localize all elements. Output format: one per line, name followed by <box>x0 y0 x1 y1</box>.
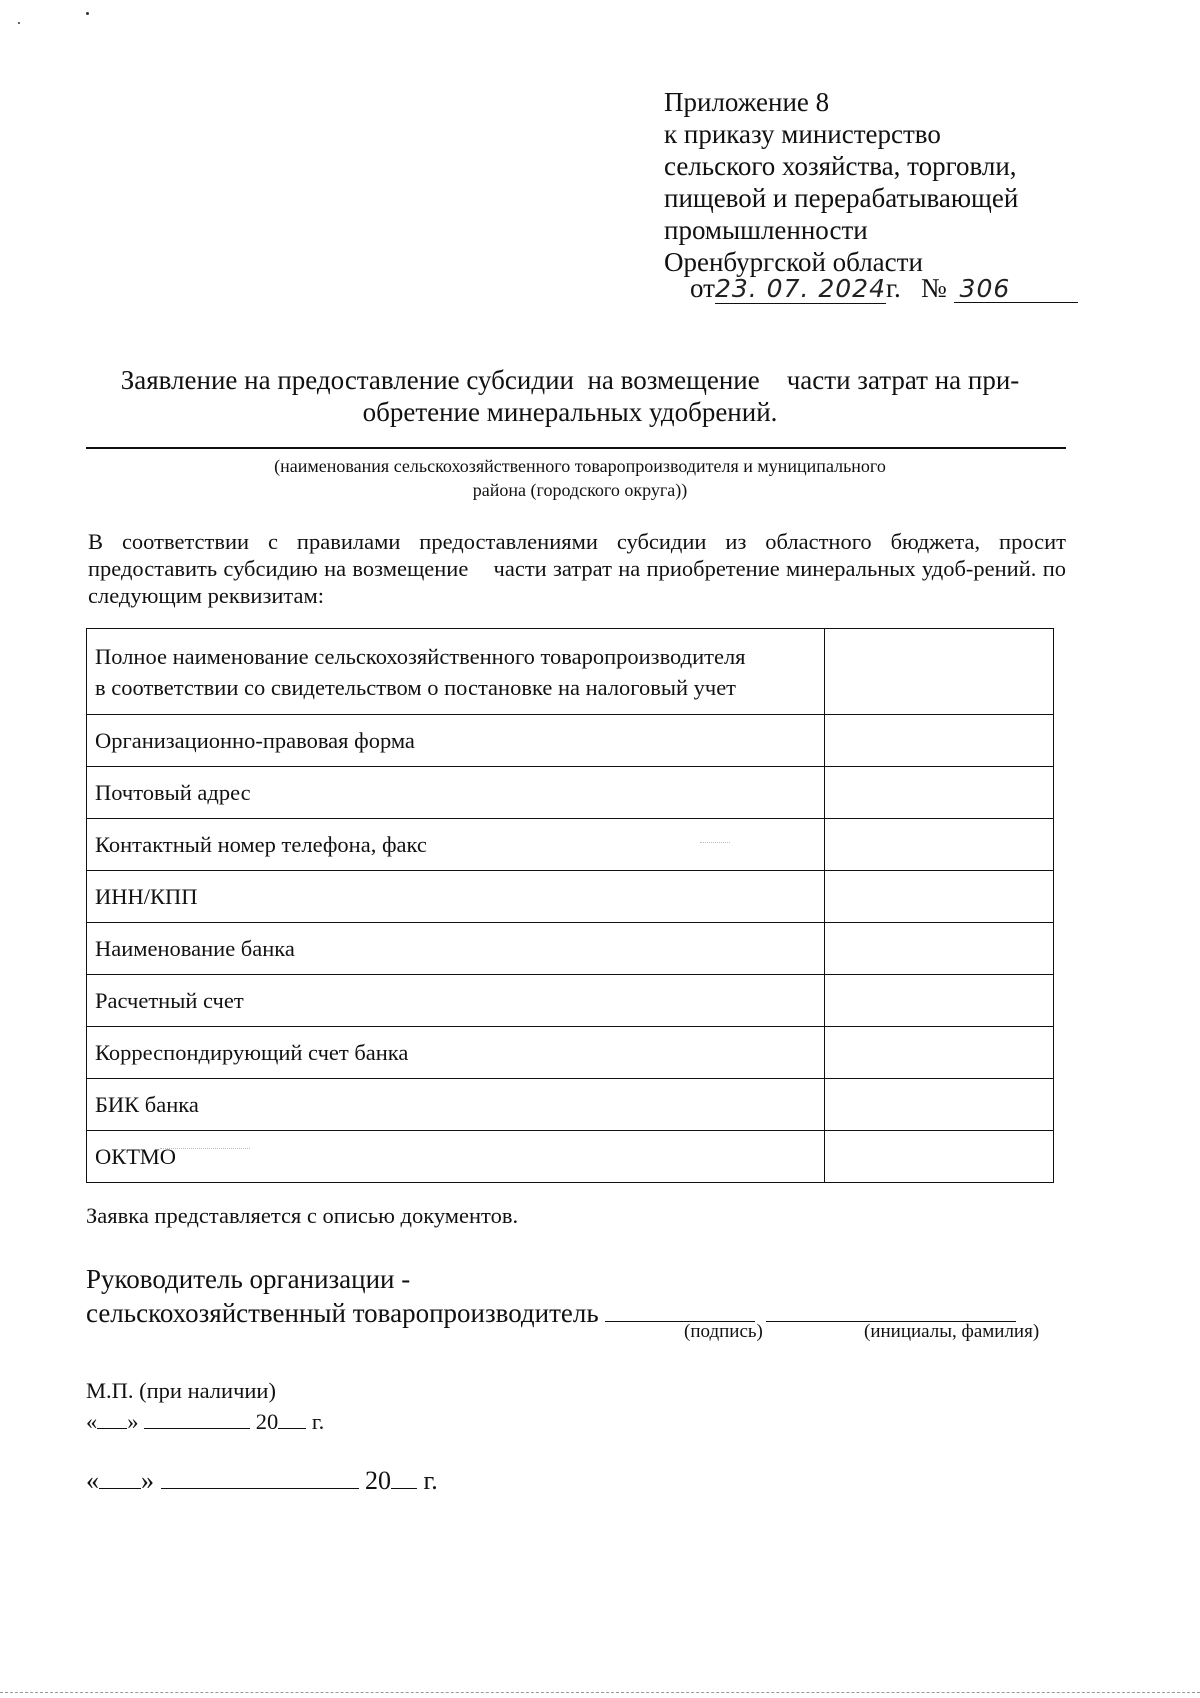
name-blank[interactable] <box>766 1299 1016 1322</box>
row-value-cell[interactable] <box>825 715 1054 767</box>
row-value-cell[interactable] <box>825 1079 1054 1131</box>
row-value-cell[interactable] <box>825 767 1054 819</box>
scan-speck <box>18 22 20 24</box>
row-label: Наименование банка <box>87 923 825 975</box>
order-number-field <box>954 275 1078 303</box>
table-row <box>87 975 1054 1027</box>
table-row <box>87 1027 1054 1079</box>
table-row <box>87 629 1054 715</box>
row-label: Контактный номер телефона, факс <box>87 819 825 871</box>
signature-title-line-2 <box>86 1296 986 1330</box>
year-blank[interactable] <box>391 1466 417 1489</box>
row-label: Расчетный счет <box>87 975 825 1027</box>
row-value-cell[interactable] <box>825 819 1054 871</box>
appendix-header <box>664 86 1084 278</box>
title-line: Заявление на предоставление субсидии на возмещение части затрат на при- <box>120 365 1020 395</box>
table-row <box>87 923 1054 975</box>
quote-close: » <box>127 1409 139 1434</box>
year-suffix: г. <box>886 273 901 303</box>
date-prefix: от <box>690 273 715 303</box>
requisites-table <box>86 628 1054 1183</box>
row-label: Почтовый адрес <box>87 767 825 819</box>
order-date-number <box>690 272 1050 305</box>
name-caption: (инициалы, фамилия) <box>864 1321 1040 1342</box>
row-label: БИК банка <box>87 1079 825 1131</box>
applicant-caption <box>200 454 960 502</box>
handwritten-number: 306 <box>959 274 1011 303</box>
appendix-line: промышленности <box>664 215 868 245</box>
scan-artifact <box>700 842 730 843</box>
intro-paragraph: В соответствии с правилами предоставлениями субсидии из областного бюджета, просит предоставить субсидию на возмещение части затрат на приобретение минеральных удоб-рений. по следующим реквизитам: <box>88 529 1072 608</box>
title-line: обретение минеральных удобрений. <box>362 397 778 427</box>
signature-title-line: Руководитель организации - <box>86 1264 411 1294</box>
table-row <box>87 1079 1054 1131</box>
day-blank[interactable] <box>99 1466 141 1489</box>
application-date <box>86 1464 438 1498</box>
scan-bottom-edge <box>0 1692 1200 1693</box>
day-blank[interactable] <box>97 1406 127 1429</box>
row-value-cell[interactable] <box>825 1131 1054 1183</box>
month-blank[interactable] <box>161 1466 359 1489</box>
row-label: Корреспондирующий счет банка <box>87 1027 825 1079</box>
number-sign: № <box>921 273 947 303</box>
quote-open: « <box>86 1466 99 1495</box>
year-suffix: г. <box>311 1409 325 1434</box>
row-label <box>87 629 825 715</box>
row-label-line: в соответствии со свидетельством о постановке на налоговый учет <box>95 674 737 700</box>
stamp-label: М.П. (при наличии) <box>86 1378 276 1403</box>
scan-speck <box>86 12 89 15</box>
row-label: Организационно-правовая форма <box>87 715 825 767</box>
table-row <box>87 1131 1054 1183</box>
quote-open: « <box>86 1409 98 1434</box>
row-value-cell[interactable] <box>825 923 1054 975</box>
quote-close: » <box>141 1466 154 1495</box>
year-suffix: г. <box>423 1466 438 1495</box>
year-prefix: 20 <box>255 1409 279 1434</box>
signature-block <box>86 1262 986 1330</box>
appendix-line: Приложение 8 <box>664 87 830 117</box>
year-prefix: 20 <box>365 1466 391 1495</box>
year-blank[interactable] <box>278 1406 306 1429</box>
signature-blank[interactable] <box>605 1299 755 1322</box>
signature-caption: (подпись) <box>684 1321 763 1342</box>
signature-role: сельскохозяйственный товаропроизводитель <box>86 1298 599 1328</box>
table-row <box>87 871 1054 923</box>
row-value-cell[interactable] <box>825 871 1054 923</box>
month-blank[interactable] <box>144 1406 250 1429</box>
row-value-cell[interactable] <box>825 1027 1054 1079</box>
caption-line: района (городского округа)) <box>472 480 688 500</box>
handwritten-date: 23. 07. 2024 <box>714 274 886 303</box>
table-row <box>87 819 1054 871</box>
documents-note: Заявка представляется с описью документов. <box>86 1203 519 1228</box>
document-title <box>90 364 1050 428</box>
caption-line: (наименования сельскохозяйственного товаропроизводителя и муниципального <box>274 456 886 476</box>
appendix-line: сельского хозяйства, торговли, <box>664 151 1017 181</box>
row-value-cell[interactable] <box>825 629 1054 715</box>
appendix-line: к приказу министерство <box>664 119 941 149</box>
table-row <box>87 767 1054 819</box>
appendix-line: пищевой и перерабатывающей <box>664 183 1019 213</box>
scan-artifact <box>160 1148 250 1149</box>
applicant-name-line <box>86 447 1066 449</box>
stamp-date <box>86 1406 324 1437</box>
row-value-cell[interactable] <box>825 975 1054 1027</box>
table-row <box>87 715 1054 767</box>
row-label: ОКТМО <box>87 1131 825 1183</box>
row-label: ИНН/КПП <box>87 871 825 923</box>
row-label-line: Полное наименование сельскохозяйственного товаропроизводителя <box>95 643 746 669</box>
appendix-line: Оренбургской области <box>664 247 923 277</box>
